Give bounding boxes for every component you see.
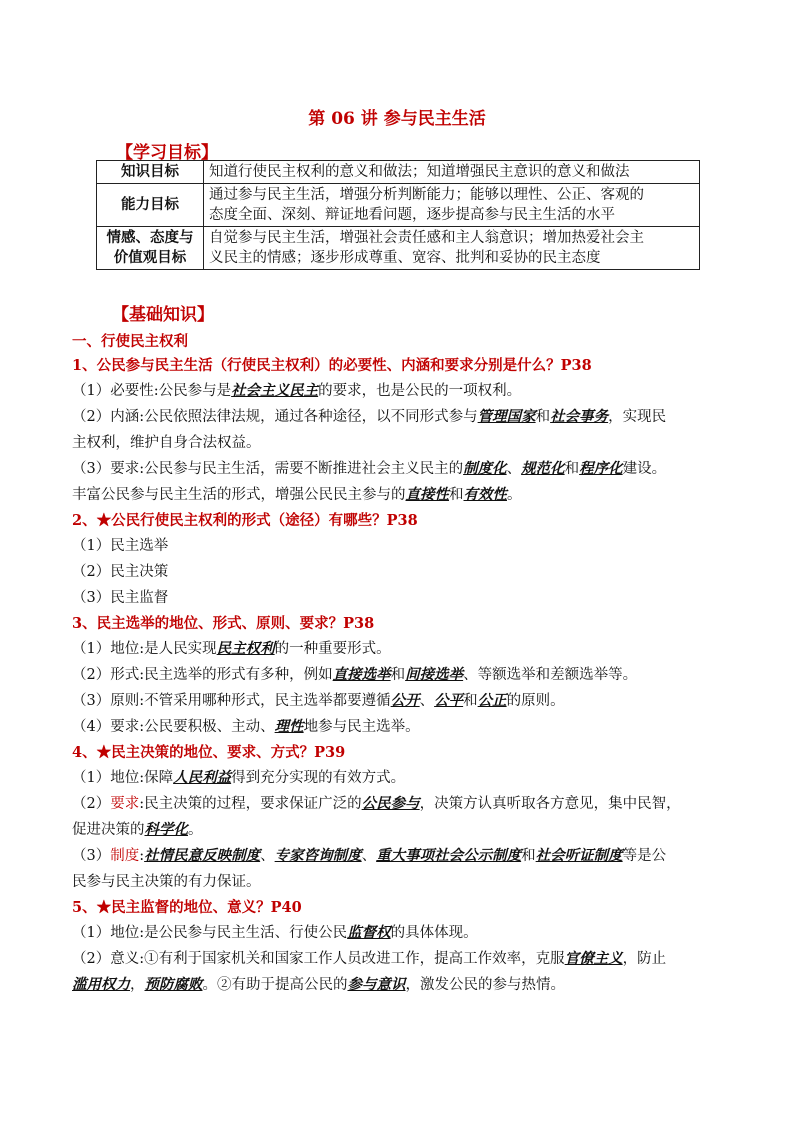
question-1: 1、公民参与民主生活（行使民主权利）的必要性、内涵和要求分别是什么？P38 — [72, 357, 592, 374]
question-5: 5、★民主监督的地位、意义？P40 — [72, 899, 302, 916]
answer-line: 促进决策的科学化。 — [72, 821, 203, 838]
question-4: 4、★民主决策的地位、要求、方式？P39 — [72, 744, 346, 761]
goal-key: 能力目标 — [97, 184, 204, 227]
answer-line: （2）意义:①有利于国家机关和国家工作人员改进工作，提高工作效率，克服官僚主义，防止 — [72, 950, 667, 967]
goal-text: 知道行使民主权利的意义和做法；知道增强民主意识的意义和做法 — [204, 161, 700, 184]
answer-line: （4）要求:公民要积极、主动、理性地参与民主选举。 — [72, 718, 420, 735]
list-item: （1）民主选举 — [72, 538, 169, 554]
question-3: 3、民主选举的地位、形式、原则、要求？P38 — [72, 615, 375, 632]
goals-table — [96, 160, 700, 270]
part-heading: 一、行使民主权利 — [72, 333, 188, 350]
goal-text: 通过参与民主生活，增强分析判断能力；能够以理性、公正、客观的 态度全面、深刻、辩证地看问题，逐步提高参与民主生活的水平 — [204, 184, 700, 227]
answer-line: 主权利，维护自身合法权益。 — [72, 435, 261, 451]
table-row — [97, 184, 700, 227]
table-row — [97, 227, 700, 270]
list-item: （2）民主决策 — [72, 564, 169, 580]
question-2: 2、★公民行使民主权利的形式（途径）有哪些？P38 — [72, 512, 418, 529]
answer-line: （3）要求:公民参与民主生活，需要不断推进社会主义民主的制度化、规范化和程序化建设。 — [72, 460, 667, 477]
answer-line: （1）必要性:公民参与是社会主义民主的要求，也是公民的一项权利。 — [72, 382, 522, 399]
basics-content — [72, 330, 732, 998]
goal-key: 情感、态度与 价值观目标 — [97, 227, 204, 270]
basics-heading: 【基础知识】 — [112, 305, 214, 325]
answer-line: 滥用权力，预防腐败。②有助于提高公民的参与意识，激发公民的参与热情。 — [72, 976, 565, 993]
page-title: 第 06 讲 参与民主生活 — [308, 109, 486, 129]
answer-line: （1）地位:是公民参与民主生活、行使公民监督权的具体体现。 — [72, 924, 478, 941]
answer-line: 丰富公民参与民主生活的形式，增强公民民主参与的直接性和有效性。 — [72, 486, 522, 503]
answer-line: 民参与民主决策的有力保证。 — [72, 874, 261, 890]
goals-heading: 【学习目标】 — [116, 143, 218, 163]
answer-line: （1）地位:是人民实现民主权利的一种重要形式。 — [72, 640, 391, 657]
answer-line: （1）地位:保障人民利益得到充分实现的有效方式。 — [72, 769, 406, 786]
goal-key: 知识目标 — [97, 161, 204, 184]
goal-text: 自觉参与民主生活，增强社会责任感和主人翁意识；增加热爱社会主 义民主的情感；逐步形成尊重、宽容、批判和妥协的民主态度 — [204, 227, 700, 270]
list-item: （3）民主监督 — [72, 590, 169, 606]
table-row — [97, 161, 700, 184]
answer-line: （3）制度:社情民意反映制度、专家咨询制度、重大事项社会公示制度和社会听证制度等是公 — [72, 847, 667, 864]
answer-line: （2）形式:民主选举的形式有多种，例如直接选举和间接选举、等额选举和差额选举等。 — [72, 666, 638, 683]
answer-line: （2）要求:民主决策的过程，要求保证广泛的公民参与，决策方认真听取各方意见，集中民智， — [72, 795, 681, 812]
answer-line: （3）原则:不管采用哪种形式，民主选举都要遵循公开、公平和公正的原则。 — [72, 692, 565, 709]
answer-line: （2）内涵:公民依照法律法规，通过各种途径，以不同形式参与管理国家和社会事务，实现民 — [72, 408, 667, 425]
